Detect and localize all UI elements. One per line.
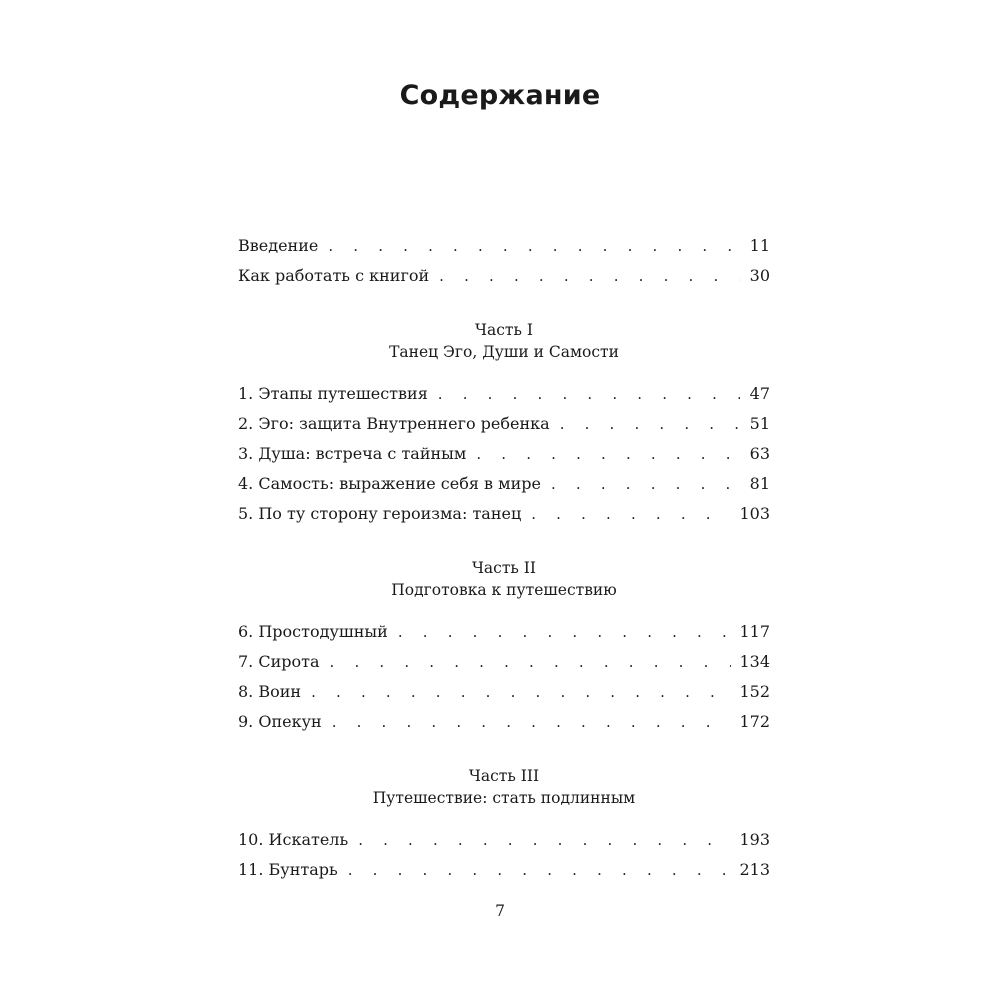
- page-title: Содержание: [399, 80, 601, 111]
- toc-entry-page: 103: [739, 504, 770, 523]
- dot-leader: [438, 379, 740, 409]
- toc-entry-chapter: [238, 647, 770, 677]
- toc-entry-chapter: [238, 677, 770, 707]
- dot-leader: [348, 855, 732, 885]
- toc-entry-chapter: [238, 825, 770, 855]
- toc-entry-chapter: [238, 499, 770, 529]
- toc-entry-chapter: [238, 469, 770, 499]
- toc-entry-page: 11: [749, 236, 770, 255]
- toc-entry-label: 6. Простодушный: [238, 622, 388, 641]
- toc-entry-page: 63: [749, 444, 770, 463]
- toc-entry-label: 10. Искатель: [238, 830, 349, 849]
- toc-entry-page: 152: [739, 682, 770, 701]
- toc-entry-label: 4. Самость: выражение себя в мире: [238, 474, 541, 493]
- toc-entry-label: 11. Бунтарь: [238, 860, 338, 879]
- part-title: Подготовка к путешествию: [391, 581, 617, 599]
- toc-entry-page: 213: [739, 860, 770, 879]
- toc-entry-page: 47: [749, 384, 770, 403]
- dot-leader: [551, 469, 740, 499]
- toc-entry-chapter: [238, 379, 770, 409]
- toc-entry-chapter: [238, 855, 770, 885]
- part-number: Часть II: [471, 559, 537, 577]
- toc-entry-label: 5. По ту сторону героизма: танец: [238, 504, 522, 523]
- toc-entry-label: 8. Воин: [238, 682, 302, 701]
- toc-entry-page: 117: [739, 622, 770, 641]
- toc-entry-page: 193: [739, 830, 770, 849]
- part-number: Часть I: [475, 321, 533, 339]
- page-number: 7: [495, 902, 505, 920]
- toc-entry-label: Как работать с книгой: [238, 266, 430, 285]
- part-title: Путешествие: стать подлинным: [372, 789, 636, 807]
- dot-leader: [476, 439, 740, 469]
- toc-entry-chapter: [238, 707, 770, 737]
- toc-entry-introduction: [238, 231, 770, 261]
- dot-leader: [328, 231, 740, 261]
- toc-entry-page: 172: [739, 712, 770, 731]
- dot-leader: [560, 409, 740, 439]
- toc-entry-page: 134: [739, 652, 770, 671]
- dot-leader: [531, 499, 731, 529]
- dot-leader: [311, 677, 731, 707]
- dot-leader: [330, 647, 732, 677]
- toc-entry-chapter: [238, 439, 770, 469]
- toc-entry-page: 81: [749, 474, 770, 493]
- toc-entry-label: 9. Опекун: [238, 712, 322, 731]
- toc-entry-label: 2. Эго: защита Внутреннего ребенка: [238, 414, 550, 433]
- dot-leader: [439, 261, 740, 291]
- toc-entry-page: 51: [749, 414, 770, 433]
- part-title: Танец Эго, Души и Самости: [389, 343, 619, 361]
- table-of-contents: [238, 231, 770, 885]
- toc-entry-label: Введение: [238, 236, 319, 255]
- dot-leader: [358, 825, 731, 855]
- toc-entry-how-to-use: [238, 261, 770, 291]
- toc-entry-page: 30: [749, 266, 770, 285]
- part-number: Часть III: [468, 767, 540, 785]
- toc-entry-label: 1. Этапы путешествия: [238, 384, 428, 403]
- dot-leader: [398, 617, 732, 647]
- toc-entry-label: 7. Сирота: [238, 652, 320, 671]
- toc-entry-chapter: [238, 409, 770, 439]
- toc-entry-chapter: [238, 617, 770, 647]
- dot-leader: [332, 707, 732, 737]
- toc-entry-label: 3. Душа: встреча с тайным: [238, 444, 467, 463]
